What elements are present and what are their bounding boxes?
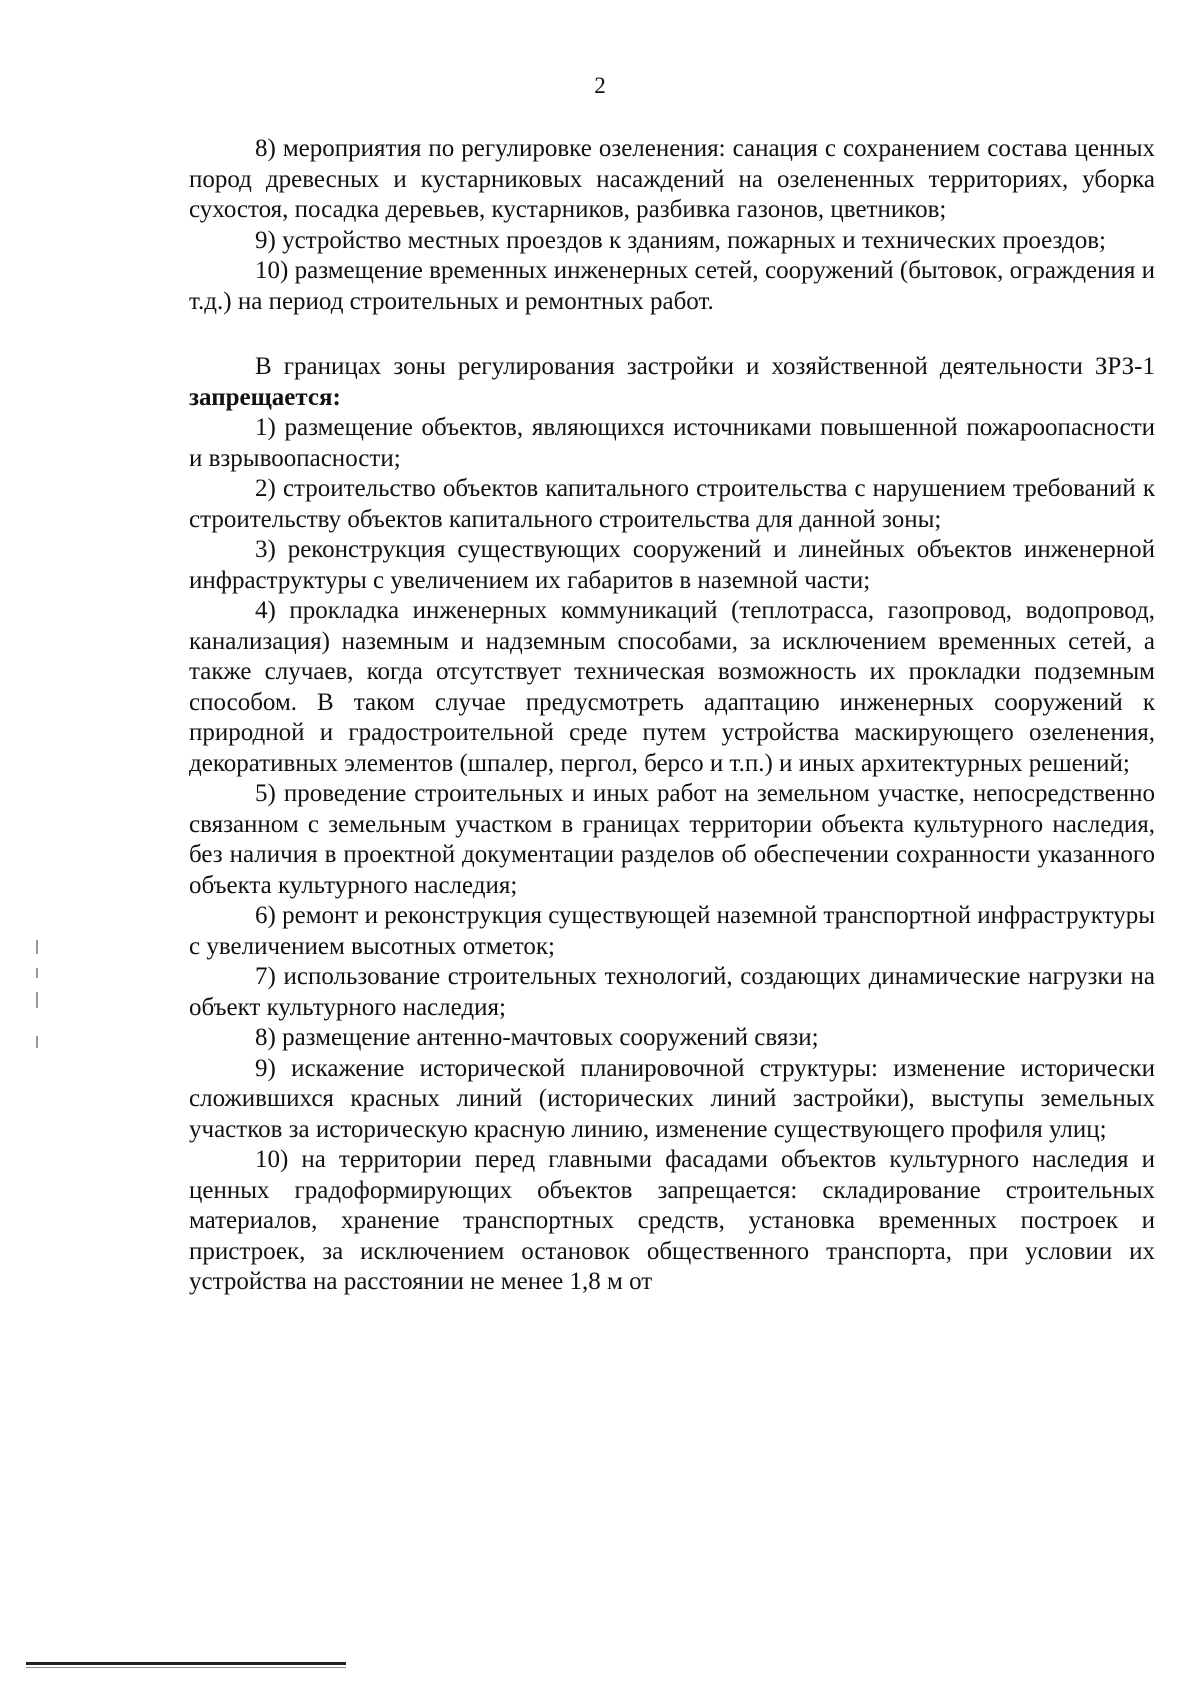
section-intro-emphasis: запрещается: — [189, 383, 341, 411]
prohibited-item-8: 8) размещение антенно-мачтовых сооружений связи; — [255, 1024, 819, 1051]
prohibited-item-6: 6) ремонт и реконструкция существующей наземной транспортной инфраструктуры с увеличением высотных отметок; — [189, 902, 1155, 960]
section-intro — [189, 352, 1155, 413]
paragraph-item-8-landscaping: 8) мероприятия по регулировке озеленения: санация с сохранением состава ценных пород древесных и кустарниковых насаждений на озелененных территориях, уборка сухостоя, посадка деревьев, кустарников, разбивка газонов, цветников; — [189, 135, 1155, 223]
document-body — [189, 134, 1155, 1298]
scan-bottom-edge-shadow — [26, 1667, 346, 1668]
prohibited-item-7: 7) использование строительных технологий, создающих динамические нагрузки на объект культурного наследия; — [189, 963, 1155, 1021]
paragraph-item-9-driveways: 9) устройство местных проездов к зданиям, пожарных и технических проездов; — [255, 226, 1106, 254]
prohibited-item-1: 1) размещение объектов, являющихся источниками повышенной пожароопасности и взрывоопасности; — [189, 414, 1155, 472]
prohibited-item-4: 4) прокладка инженерных коммуникаций (теплотрасса, газопровод, водопровод, канализация) наземным и надземным способами, за исключением временных сетей, а также случаев, когда отсутствует техническая возможность их прокладки подземным способом. В таком случае предусмотреть адаптацию инженерных сооружений к природной и градостроительной среде путем устройства маскирующего озеленения, декоративных элементов (шпалер, пергол, берсо и т.п.) и иных архитектурных решений; — [189, 597, 1155, 777]
scan-margin-marks — [36, 940, 40, 1050]
prohibited-item-9: 9) искажение исторической планировочной структуры: изменение исторически сложившихся красных линий (исторических линий застройки), выступы земельных участков за историческую красную линию, изменение существующего профиля улиц; — [189, 1054, 1155, 1143]
section-intro-text: В границах зоны регулирования застройки и хозяйственной деятельности ЗРЗ-1 — [255, 353, 1155, 380]
page-number: 2 — [594, 73, 606, 98]
prohibited-item-3: 3) реконструкция существующих сооружений и линейных объектов инженерной инфраструктуры с увеличением их габаритов в наземной части; — [189, 536, 1155, 594]
paragraph-item-10-temporary-networks: 10) размещение временных инженерных сетей, сооружений (бытовок, ограждения и т.д.) на период строительных и ремонтных работ. — [189, 257, 1155, 315]
prohibited-item-5: 5) проведение строительных и иных работ на земельном участке, непосредственно связанном с земельным участком в границах территории объекта культурного наследия, без наличия в проектной документации разделов об обеспечении сохранности указанного объекта культурного наследия; — [189, 780, 1155, 899]
prohibited-item-10: 10) на территории перед главными фасадами объектов культурного наследия и ценных градоформирующих объектов запрещается: складирование строительных материалов, хранение транспортных средств, установка временных построек и пристроек, за исключением остановок общественного транспорта, при условии их устройства на расстоянии не менее 1,8 м от — [189, 1146, 1155, 1295]
prohibited-item-2: 2) строительство объектов капитального строительства с нарушением требований к строительству объектов капитального строительства для данной зоны; — [189, 475, 1155, 533]
scan-bottom-edge-line — [26, 1662, 346, 1665]
